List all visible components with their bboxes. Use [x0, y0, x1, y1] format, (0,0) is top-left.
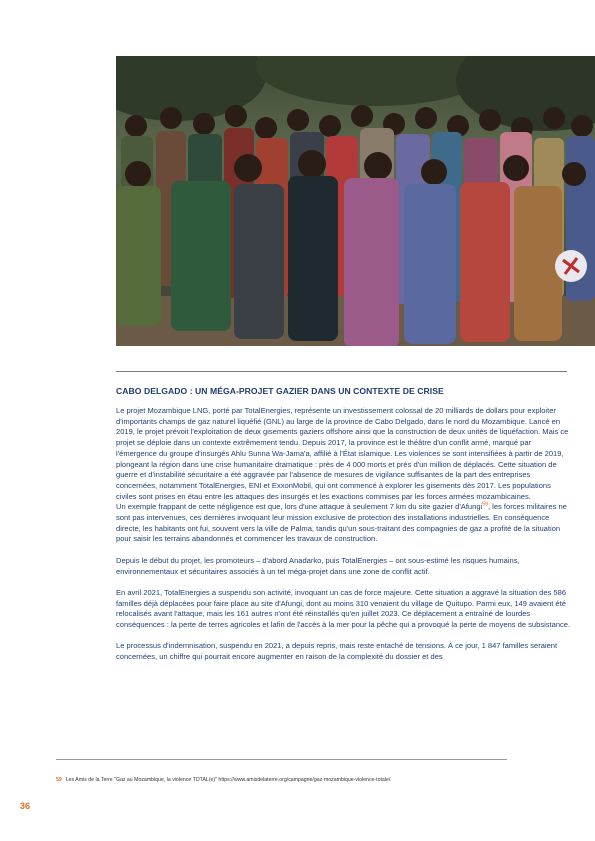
footnote-ref-59[interactable]: 59: [482, 501, 488, 508]
footnote-number: 59: [56, 777, 62, 783]
group-photo-icon: [116, 56, 595, 346]
paragraph-compensation: Le processus d'indemnisation, suspendu en 2021, a depuis repris, mais reste entaché de tensions. À ce jour, 1 847 familles seraient concernées, un chiffre qui pourrait encore augmenter en raison de la complexité du dossier et des: [116, 641, 558, 662]
section-heading: CABO DELGADO : UN MÉGA-PROJET GAZIER DANS UN CONTEXTE DE CRISE: [116, 386, 444, 396]
paragraph-context: Le projet Mozambique LNG, porté par TotalEnergies, représente un investissement colossal de 20 milliards de dollars pour exploiter d'importants champs de gaz naturel liquéfié (GNL) au large de la province de Cabo Delgado, dans le nord du Mozambique. Lancé en 2019, le projet prévoit l'exploitation de deux gisements gaziers offshore ainsi que la construction de deux unités de liquéfaction. Mais ce projet se déploie dans un contexte extrêmement tendu. Depuis 2017, la province est le théâtre d'un conflit armé, marqué par l'émergence du groupe d'insurgés Ahlu Sunna Wa-Jama'a, affilié à l'État islamique. Les violences se sont intensifiées à partir de 2019, plongeant la région dans une crise humanitaire dramatique : près de 4 000 morts et près d'un million de déplacés. Cette situation de guerre et d'instabilité sécuritaire a été aggravée par l'absence de mesures de vigilance suffisantes de la part des entreprises concernées, notamment TotalEnergies, ENI et ExxonMobil, qui ont commencé à explorer les gisements dès 2017. Les populations civiles sont prises en étau entre les attaques des insurgés et les exactions commises par les forces armées mozambicaines.: [116, 406, 569, 501]
group-photo: [116, 56, 595, 346]
section-top-rule: [116, 371, 567, 372]
example-text-start: Un exemple frappant de cette négligence est que, lors d'une attaque à seulement 7 km du site gazier d'Afungi: [116, 502, 483, 512]
paragraph-risks: Depuis le début du projet, les promoteurs – d'abord Anadarko, puis TotalEnergies – ont sous-estimé les risques humains, environnementaux et sécuritaires associés à un tel méga-projet dans une zone de conflit actif.: [116, 555, 520, 576]
footnote-rule: [56, 759, 507, 760]
section-body: [116, 406, 571, 674]
footnote: [56, 777, 556, 783]
example-text-end: , les forces militaires ne sont pas intervenues, ces dernières invoquant leur mission exclusive de protection des installations industrielles. En conséquence directe, les habitants ont fui, souvent vers la ville de Palma, tandis qu'un sous-traitant des compagnies de gaz a profité de la situation pour saisir les terrains abandonnés et commencer les travaux de construction.: [116, 502, 567, 544]
footnote-text[interactable]: Les Amis de la Terre "Gaz au Mozambique, la violence TOTAL(e)" https://www.amisdelaterre.org/campagne/gaz-mozambique-violence-totale/: [65, 777, 391, 783]
page-number: 36: [20, 801, 31, 811]
paragraph-suspension: En avril 2021, TotalEnergies a suspendu son activité, invoquant un cas de force majeure. Cette situation a aggravé la situation des 586 familles déjà déplacées pour faire place au site d'Afungi, dont au moins 310 venaient du village de Quitupo. Parmi eux, 149 avaient été relocalisés avant l'attaque, mais les 161 autres n'ont été réinstallés qu'en juillet 2023. Ce déplacement a entraîné de lourdes conséquences : la perte de terres agricoles et lafin de l'accès à la mer pour la pêche qui a provoqué la perte de moyens de subsistance.: [116, 587, 571, 630]
paragraph-example: [116, 502, 571, 545]
